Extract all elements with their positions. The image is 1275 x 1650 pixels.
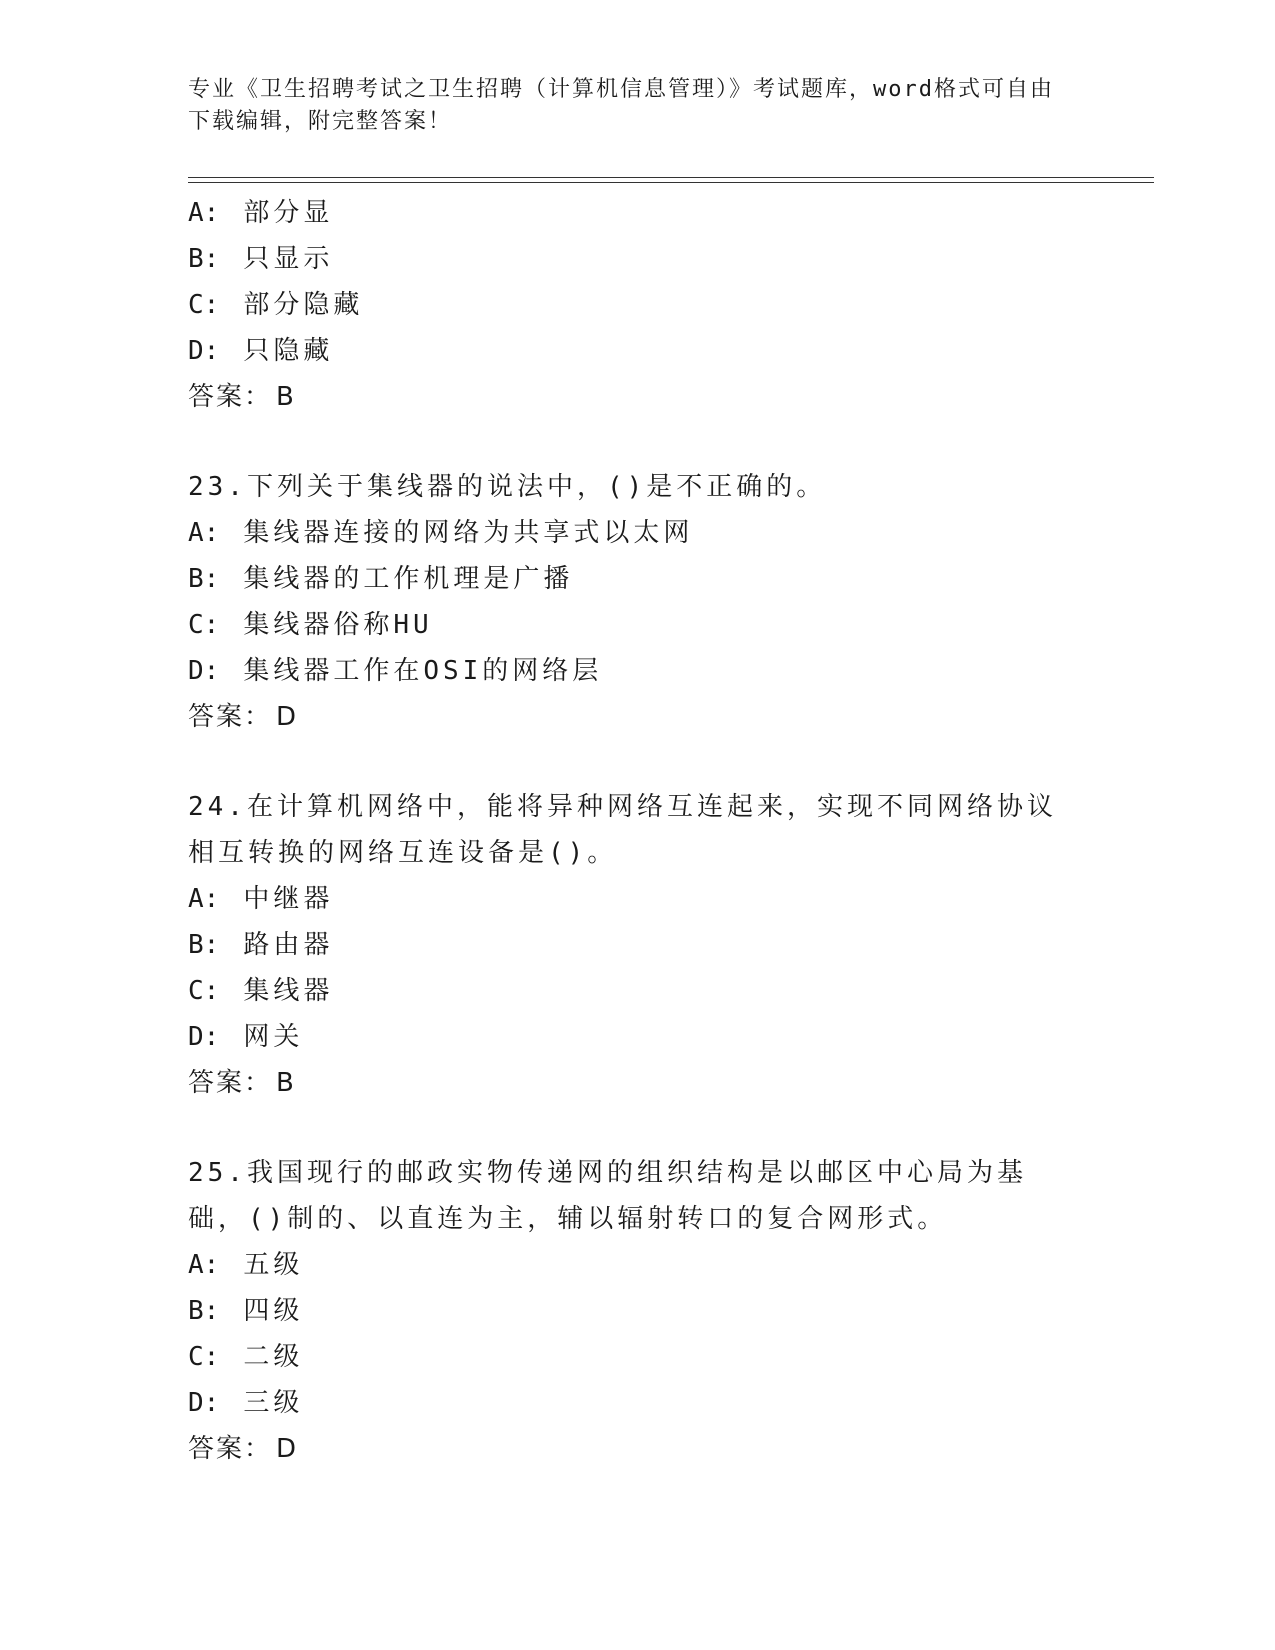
option-text: 只显示 xyxy=(243,244,334,274)
answer-value: B xyxy=(276,382,296,412)
option-text: 五级 xyxy=(243,1250,304,1280)
option-c: C: 部分隐藏 xyxy=(188,290,364,320)
option-text: 路由器 xyxy=(243,930,334,960)
option-d: D: 集线器工作在OSI的网络层 xyxy=(188,656,603,686)
option-text: 部分隐藏 xyxy=(243,290,364,320)
answer-label: 答案： xyxy=(188,1434,273,1464)
option-text: 集线器工作在OSI的网络层 xyxy=(243,656,603,686)
option-text: 网关 xyxy=(243,1022,304,1052)
option-a: A: 部分显 xyxy=(188,198,334,228)
question-list xyxy=(188,190,1088,1472)
document-header: 专业《卫生招聘考试之卫生招聘（计算机信息管理）》考试题库，word格式可自由下载编辑，附完整答案！ xyxy=(188,77,1054,134)
question-24 xyxy=(188,784,1088,1106)
answer-value: D xyxy=(276,702,299,732)
option-d: D: 网关 xyxy=(188,1022,304,1052)
header-rule-thick xyxy=(188,177,1154,178)
answer-value: B xyxy=(276,1068,296,1098)
option-d: D: 三级 xyxy=(188,1388,304,1418)
option-text: 集线器俗称HU xyxy=(243,610,433,640)
option-text: 三级 xyxy=(243,1388,304,1418)
answer-label: 答案： xyxy=(188,382,273,412)
option-b: B: 只显示 xyxy=(188,244,334,274)
answer-label: 答案： xyxy=(188,702,273,732)
answer-line xyxy=(188,1060,1088,1106)
answer-label: 答案： xyxy=(188,1068,273,1098)
answer-line xyxy=(188,374,1088,420)
option-b: B: 四级 xyxy=(188,1296,304,1326)
option-c: C: 集线器 xyxy=(188,976,334,1006)
option-a: A: 集线器连接的网络为共享式以太网 xyxy=(188,518,694,548)
header-rule-thin xyxy=(188,182,1154,183)
question-23 xyxy=(188,464,1088,740)
option-text: 集线器的工作机理是广播 xyxy=(243,564,574,594)
option-text: 二级 xyxy=(243,1342,304,1372)
option-text: 只隐藏 xyxy=(243,336,334,366)
question-text: 23.下列关于集线器的说法中，()是不正确的。 xyxy=(188,472,827,502)
option-text: 集线器连接的网络为共享式以太网 xyxy=(243,518,694,548)
option-b: B: 集线器的工作机理是广播 xyxy=(188,564,574,594)
option-a: A: 中继器 xyxy=(188,884,334,914)
option-c: C: 集线器俗称HU xyxy=(188,610,433,640)
question-text: 25.我国现行的邮政实物传递网的组织结构是以邮区中心局为基础，()制的、以直连为主，辅以辐射转口的复合网形式。 xyxy=(188,1158,1027,1234)
option-text: 集线器 xyxy=(243,976,334,1006)
option-text: 四级 xyxy=(243,1296,304,1326)
option-text: 部分显 xyxy=(243,198,334,228)
option-d: D: 只隐藏 xyxy=(188,336,334,366)
option-c: C: 二级 xyxy=(188,1342,304,1372)
option-text: 中继器 xyxy=(243,884,334,914)
answer-line xyxy=(188,694,1088,740)
answer-line xyxy=(188,1426,1088,1472)
question-text: 24.在计算机网络中，能将异种网络互连起来，实现不同网络协议相互转换的网络互连设备是()。 xyxy=(188,792,1057,868)
option-a: A: 五级 xyxy=(188,1250,304,1280)
answer-value: D xyxy=(276,1434,299,1464)
partial-question xyxy=(188,190,1088,420)
question-25 xyxy=(188,1150,1088,1472)
option-b: B: 路由器 xyxy=(188,930,334,960)
